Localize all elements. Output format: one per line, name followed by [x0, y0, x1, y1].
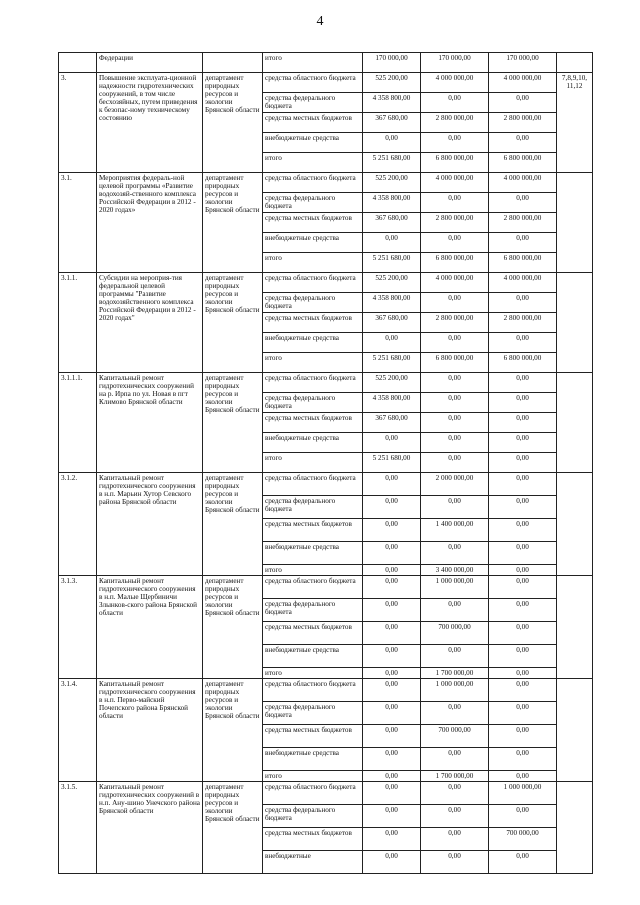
value-col-3: 2 800 000,00: [489, 113, 557, 133]
value-col-1: 0,00: [363, 828, 421, 851]
indicator-ref: [557, 679, 593, 782]
value-col-3: 0,00: [489, 748, 557, 771]
value-col-1: 0,00: [363, 599, 421, 622]
funding-source: внебюджетные средства: [263, 542, 363, 565]
value-col-1: 0,00: [363, 133, 421, 153]
value-col-1: 0,00: [363, 679, 421, 702]
value-col-3: 0,00: [489, 373, 557, 393]
value-col-3: 0,00: [489, 393, 557, 413]
value-col-3: 0,00: [489, 413, 557, 433]
funding-source: средства местных бюджетов: [263, 113, 363, 133]
value-col-1: 0,00: [363, 851, 421, 874]
value-col-3: 0,00: [489, 519, 557, 542]
value-col-2: 0,00: [421, 782, 489, 805]
value-col-1: 5 251 680,00: [363, 353, 421, 373]
value-col-3: 0,00: [489, 576, 557, 599]
activity-title: Капитальный ремонт гидротехнического сооружения в н.п. Перво-майский Почепского района Брянской области: [97, 679, 203, 782]
activity-title: Федерации: [97, 53, 203, 73]
funding-source: итого: [263, 53, 363, 73]
table-row: [59, 473, 593, 496]
row-number: 3.: [59, 73, 97, 173]
value-col-2: 0,00: [421, 133, 489, 153]
value-col-1: 4 358 800,00: [363, 393, 421, 413]
funding-source: средства федерального бюджета: [263, 496, 363, 519]
activity-title: Капитальный ремонт гидротехнического сооружения в н.п. Малые Щербиничи Злынков-ского района Брянской области: [97, 576, 203, 679]
value-col-2: 3 400 000,00: [421, 565, 489, 576]
department: департамент природных ресурсов и экологии Брянской области: [203, 576, 263, 679]
row-number: 3.1.2.: [59, 473, 97, 576]
value-col-1: 5 251 680,00: [363, 453, 421, 473]
value-col-1: 367 680,00: [363, 113, 421, 133]
value-col-3: 1 000 000,00: [489, 782, 557, 805]
value-col-3: 0,00: [489, 542, 557, 565]
funding-source: средства местных бюджетов: [263, 413, 363, 433]
value-col-1: 0,00: [363, 496, 421, 519]
department: департамент природных ресурсов и экологии Брянской области: [203, 782, 263, 874]
value-col-2: 0,00: [421, 542, 489, 565]
value-col-1: 4 358 800,00: [363, 93, 421, 113]
department: департамент природных ресурсов и экологии Брянской области: [203, 373, 263, 473]
value-col-3: 2 800 000,00: [489, 213, 557, 233]
funding-source: средства местных бюджетов: [263, 725, 363, 748]
value-col-2: 4 000 000,00: [421, 73, 489, 93]
value-col-1: 367 680,00: [363, 413, 421, 433]
value-col-3: 0,00: [489, 333, 557, 353]
funding-source: средства федерального бюджета: [263, 599, 363, 622]
table-body: [59, 53, 593, 874]
funding-source: средства областного бюджета: [263, 679, 363, 702]
value-col-2: 0,00: [421, 433, 489, 453]
row-number: 3.1.1.: [59, 273, 97, 373]
funding-source: средства областного бюджета: [263, 473, 363, 496]
funding-source: средства местных бюджетов: [263, 519, 363, 542]
funding-source: средства федерального бюджета: [263, 393, 363, 413]
value-col-2: 1 400 000,00: [421, 519, 489, 542]
value-col-1: 0,00: [363, 519, 421, 542]
activity-title: Капитальный ремонт гидротехнического сооружения в н.п. Марьин Хутор Севского района Брянской области: [97, 473, 203, 576]
value-col-3: 0,00: [489, 622, 557, 645]
value-col-3: 0,00: [489, 645, 557, 668]
funding-source: средства местных бюджетов: [263, 213, 363, 233]
value-col-3: 0,00: [489, 293, 557, 313]
value-col-1: 0,00: [363, 542, 421, 565]
funding-source: итого: [263, 565, 363, 576]
value-col-1: 0,00: [363, 771, 421, 782]
value-col-2: 4 000 000,00: [421, 173, 489, 193]
table-row: [59, 782, 593, 805]
value-col-2: 0,00: [421, 373, 489, 393]
value-col-3: 6 800 000,00: [489, 153, 557, 173]
value-col-1: 0,00: [363, 645, 421, 668]
indicator-ref: 7,8,9,10, 11,12: [557, 73, 593, 173]
value-col-2: 0,00: [421, 93, 489, 113]
value-col-3: 0,00: [489, 702, 557, 725]
value-col-1: 0,00: [363, 702, 421, 725]
indicator-ref: [557, 53, 593, 73]
value-col-1: 0,00: [363, 805, 421, 828]
activity-title: Капитальный ремонт гидротехнических сооружений в н.п. Ану-шино Унечского района Брянской области: [97, 782, 203, 874]
activity-title: Субсидии на мероприя-тия федеральной целевой программы "Развитие водохозяйственного комплекса Российской Федерации в 2012 - 2020 годах": [97, 273, 203, 373]
value-col-3: 0,00: [489, 473, 557, 496]
value-col-3: 2 800 000,00: [489, 313, 557, 333]
value-col-2: 700 000,00: [421, 725, 489, 748]
value-col-1: 5 251 680,00: [363, 253, 421, 273]
value-col-3: 0,00: [489, 725, 557, 748]
funding-source: внебюджетные средства: [263, 133, 363, 153]
funding-source: внебюджетные средства: [263, 748, 363, 771]
value-col-2: 2 800 000,00: [421, 113, 489, 133]
funding-source: средства федерального бюджета: [263, 193, 363, 213]
value-col-2: 0,00: [421, 851, 489, 874]
value-col-3: 0,00: [489, 668, 557, 679]
value-col-3: 170 000,00: [489, 53, 557, 73]
value-col-1: 4 358 800,00: [363, 193, 421, 213]
value-col-3: 0,00: [489, 133, 557, 153]
row-number: [59, 53, 97, 73]
value-col-3: 0,00: [489, 496, 557, 519]
activity-title: Повышение эксплуата-ционной надежности гидротехнических сооружений, в том числе бесхозяйных, путем приведения к безопас-ному техническому состоянию: [97, 73, 203, 173]
funding-source: итого: [263, 453, 363, 473]
value-col-1: 525 200,00: [363, 73, 421, 93]
value-col-3: 0,00: [489, 233, 557, 253]
value-col-3: 4 000 000,00: [489, 273, 557, 293]
value-col-3: 0,00: [489, 433, 557, 453]
funding-source: средства областного бюджета: [263, 73, 363, 93]
budget-table: [58, 52, 593, 874]
value-col-2: 0,00: [421, 453, 489, 473]
funding-source: средства местных бюджетов: [263, 828, 363, 851]
value-col-1: 0,00: [363, 333, 421, 353]
value-col-2: 1 700 000,00: [421, 668, 489, 679]
value-col-2: 0,00: [421, 333, 489, 353]
value-col-3: 0,00: [489, 93, 557, 113]
value-col-1: 525 200,00: [363, 173, 421, 193]
funding-source: средства областного бюджета: [263, 576, 363, 599]
activity-title: Капитальный ремонт гидротехнических сооружений на р. Ирпа по ул. Новая в пгт Климово Брянской области: [97, 373, 203, 473]
funding-source: средства местных бюджетов: [263, 313, 363, 333]
page-number: 4: [316, 14, 324, 29]
indicator-ref: [557, 576, 593, 679]
value-col-2: 0,00: [421, 748, 489, 771]
funding-source: средства областного бюджета: [263, 373, 363, 393]
row-number: 3.1.3.: [59, 576, 97, 679]
value-col-3: 0,00: [489, 851, 557, 874]
value-col-2: 0,00: [421, 233, 489, 253]
row-number: 3.1.5.: [59, 782, 97, 874]
department: департамент природных ресурсов и экологии Брянской области: [203, 679, 263, 782]
value-col-1: 0,00: [363, 748, 421, 771]
row-number: 3.1.4.: [59, 679, 97, 782]
value-col-2: 4 000 000,00: [421, 273, 489, 293]
value-col-3: 0,00: [489, 565, 557, 576]
value-col-1: 0,00: [363, 668, 421, 679]
value-col-2: 0,00: [421, 293, 489, 313]
table-row: [59, 273, 593, 293]
value-col-2: 0,00: [421, 828, 489, 851]
value-col-3: 0,00: [489, 771, 557, 782]
value-col-2: 0,00: [421, 413, 489, 433]
table-row: [59, 576, 593, 599]
value-col-3: 0,00: [489, 805, 557, 828]
value-col-3: 4 000 000,00: [489, 73, 557, 93]
value-col-2: 0,00: [421, 393, 489, 413]
funding-source: внебюджетные средства: [263, 233, 363, 253]
value-col-2: 6 800 000,00: [421, 153, 489, 173]
value-col-1: 525 200,00: [363, 373, 421, 393]
value-col-1: 0,00: [363, 725, 421, 748]
value-col-1: 525 200,00: [363, 273, 421, 293]
funding-source: итого: [263, 668, 363, 679]
value-col-2: 1 000 000,00: [421, 576, 489, 599]
funding-source: внебюджетные средства: [263, 333, 363, 353]
indicator-ref: [557, 473, 593, 576]
value-col-1: 4 358 800,00: [363, 293, 421, 313]
indicator-ref: [557, 782, 593, 874]
value-col-2: 1 000 000,00: [421, 679, 489, 702]
table-row: [59, 373, 593, 393]
funding-source: средства областного бюджета: [263, 782, 363, 805]
value-col-3: 6 800 000,00: [489, 353, 557, 373]
value-col-2: 0,00: [421, 702, 489, 725]
department: департамент природных ресурсов и экологии Брянской области: [203, 173, 263, 273]
value-col-1: 0,00: [363, 622, 421, 645]
table-row: [59, 173, 593, 193]
value-col-2: 0,00: [421, 193, 489, 213]
funding-source: внебюджетные средства: [263, 433, 363, 453]
funding-source: внебюджетные средства: [263, 645, 363, 668]
value-col-2: 0,00: [421, 496, 489, 519]
indicator-ref: [557, 173, 593, 273]
value-col-2: 6 800 000,00: [421, 353, 489, 373]
value-col-1: 367 680,00: [363, 213, 421, 233]
funding-source: средства федерального бюджета: [263, 293, 363, 313]
value-col-3: 0,00: [489, 193, 557, 213]
funding-source: средства федерального бюджета: [263, 702, 363, 725]
value-col-3: 0,00: [489, 599, 557, 622]
value-col-1: 0,00: [363, 782, 421, 805]
value-col-1: 0,00: [363, 473, 421, 496]
value-col-2: 2 800 000,00: [421, 313, 489, 333]
value-col-2: 700 000,00: [421, 622, 489, 645]
department: департамент природных ресурсов и экологии Брянской области: [203, 73, 263, 173]
department: департамент природных ресурсов и экологии Брянской области: [203, 273, 263, 373]
funding-source: итого: [263, 153, 363, 173]
funding-source: средства областного бюджета: [263, 273, 363, 293]
funding-source: средства федерального бюджета: [263, 805, 363, 828]
value-col-2: 1 700 000,00: [421, 771, 489, 782]
value-col-1: 0,00: [363, 233, 421, 253]
value-col-1: 0,00: [363, 576, 421, 599]
row-number: 3.1.1.1.: [59, 373, 97, 473]
activity-title: Мероприятия федераль-ной целевой программы «Развитие водохозяй-ственного комплекса Российской Федерации в 2012 - 2020 годах»: [97, 173, 203, 273]
value-col-2: 0,00: [421, 645, 489, 668]
value-col-3: 0,00: [489, 453, 557, 473]
department: [203, 53, 263, 73]
department: департамент природных ресурсов и экологии Брянской области: [203, 473, 263, 576]
table-row: [59, 679, 593, 702]
row-number: 3.1.: [59, 173, 97, 273]
funding-source: внебюджетные: [263, 851, 363, 874]
value-col-2: 170 000,00: [421, 53, 489, 73]
value-col-2: 2 800 000,00: [421, 213, 489, 233]
value-col-3: 6 800 000,00: [489, 253, 557, 273]
funding-source: средства местных бюджетов: [263, 622, 363, 645]
value-col-1: 0,00: [363, 565, 421, 576]
value-col-2: 0,00: [421, 599, 489, 622]
value-col-1: 5 251 680,00: [363, 153, 421, 173]
funding-source: итого: [263, 353, 363, 373]
funding-source: средства областного бюджета: [263, 173, 363, 193]
value-col-3: 0,00: [489, 679, 557, 702]
value-col-2: 6 800 000,00: [421, 253, 489, 273]
indicator-ref: [557, 273, 593, 373]
value-col-1: 0,00: [363, 433, 421, 453]
table-row: [59, 53, 593, 73]
funding-source: итого: [263, 253, 363, 273]
indicator-ref: [557, 373, 593, 473]
table-row: [59, 73, 593, 93]
value-col-2: 2 000 000,00: [421, 473, 489, 496]
value-col-3: 700 000,00: [489, 828, 557, 851]
value-col-1: 170 000,00: [363, 53, 421, 73]
funding-source: итого: [263, 771, 363, 782]
value-col-1: 367 680,00: [363, 313, 421, 333]
funding-source: средства федерального бюджета: [263, 93, 363, 113]
value-col-3: 4 000 000,00: [489, 173, 557, 193]
value-col-2: 0,00: [421, 805, 489, 828]
